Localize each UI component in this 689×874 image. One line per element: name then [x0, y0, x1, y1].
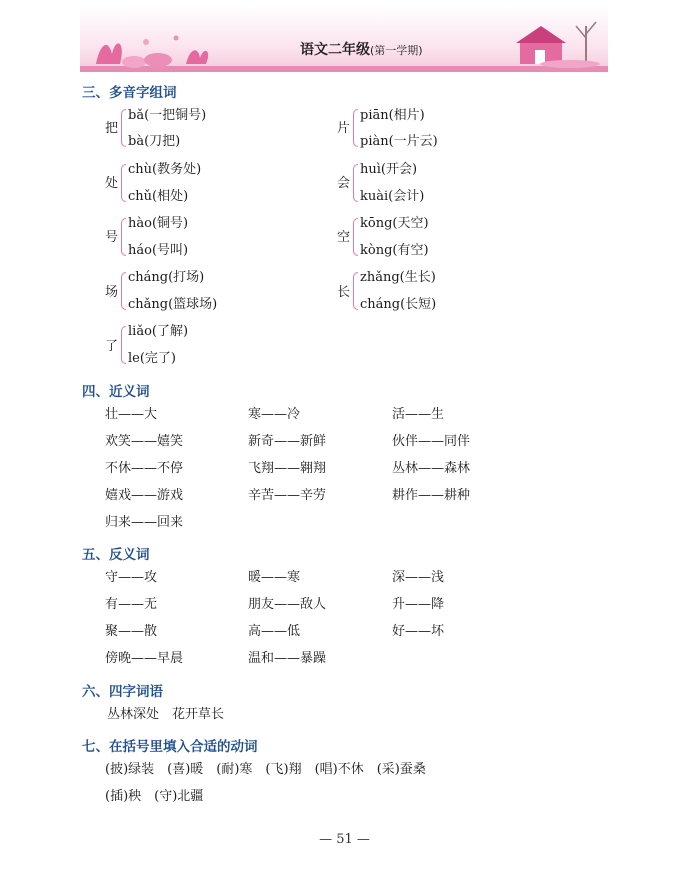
brace-icon	[353, 109, 358, 147]
header-title	[300, 39, 423, 59]
reading-2: le(完了)	[128, 351, 176, 366]
entry-char: 会	[337, 176, 351, 191]
brace-icon	[353, 272, 358, 310]
entry-char: 号	[105, 230, 119, 245]
reading-2: chǎng(篮球场)	[128, 297, 218, 312]
antonym-pair: 好——坏	[392, 624, 445, 639]
section-title-four-char: 六、四字词语	[82, 684, 163, 700]
brace-icon	[121, 326, 126, 364]
section-title-polyphonic: 三、多音字组词	[82, 85, 177, 101]
flower-decoration-icon	[86, 24, 216, 68]
synonym-pair: 丛林——森林	[392, 461, 471, 476]
reading-2: bà(刀把)	[128, 134, 181, 149]
antonym-pair: 温和——暴躁	[248, 651, 327, 666]
entry-char: 空	[337, 230, 351, 245]
brace-icon	[121, 164, 126, 202]
entry-char: 片	[337, 121, 351, 136]
reading-2: chǔ(相处)	[128, 189, 189, 204]
header-title-text: 语文二年级	[300, 42, 370, 58]
reading-1: chù(教务处)	[128, 162, 202, 177]
reading-2: kòng(有空)	[360, 243, 429, 258]
brace-icon	[353, 164, 358, 202]
synonym-pair: 归来——回来	[105, 515, 184, 530]
reading-1: kōng(天空)	[360, 216, 429, 231]
reading-2: cháng(长短)	[360, 297, 437, 312]
synonym-pair: 飞翔——翱翔	[248, 461, 327, 476]
antonym-pair: 暖——寒	[248, 570, 301, 585]
synonym-pair: 嬉戏——游戏	[105, 488, 184, 503]
brace-icon	[121, 109, 126, 147]
reading-1: piān(相片)	[360, 108, 425, 123]
brace-icon	[121, 218, 126, 256]
page-header	[80, 6, 608, 76]
reading-1: cháng(打场)	[128, 270, 205, 285]
antonym-pair: 守——攻	[105, 570, 158, 585]
entry-char: 了	[105, 339, 119, 354]
antonym-pair: 深——浅	[392, 570, 445, 585]
synonym-pair: 新奇——新鲜	[248, 434, 327, 449]
verb-line-2: (插)秧 (守)北疆	[105, 789, 204, 804]
four-char-words: 丛林深处 花开草长	[107, 707, 225, 722]
synonym-pair: 不休——不停	[105, 461, 184, 476]
entry-char: 处	[105, 176, 119, 191]
synonym-pair: 欢笑——嬉笑	[105, 434, 184, 449]
page-number: — 51 —	[319, 832, 370, 847]
antonym-pair: 有——无	[105, 597, 158, 612]
reading-1: liǎo(了解)	[128, 324, 189, 339]
reading-2: háo(号叫)	[128, 243, 189, 258]
reading-1: huì(开会)	[360, 162, 418, 177]
synonym-pair: 活——生	[392, 407, 445, 422]
antonym-pair: 聚——散	[105, 624, 158, 639]
synonym-pair: 寒——冷	[248, 407, 301, 422]
verb-line-1: (披)绿装 (喜)暖 (耐)寒 (飞)翔 (唱)不休 (采)蚕桑	[105, 762, 426, 777]
brace-icon	[353, 218, 358, 256]
header-subtitle: (第一学期)	[370, 44, 423, 57]
section-title-synonyms: 四、近义词	[82, 384, 150, 400]
synonym-pair: 壮——大	[105, 407, 158, 422]
antonym-pair: 高——低	[248, 624, 301, 639]
brace-icon	[121, 272, 126, 310]
reading-1: hào(铜号)	[128, 216, 189, 231]
synonym-pair: 辛苦——辛劳	[248, 488, 327, 503]
entry-char: 把	[105, 121, 119, 136]
antonym-pair: 傍晚——早晨	[105, 651, 184, 666]
synonym-pair: 伙伴——同伴	[392, 434, 471, 449]
reading-1: zhǎng(生长)	[360, 270, 436, 285]
section-title-antonyms: 五、反义词	[82, 547, 150, 563]
reading-2: kuài(会计)	[360, 189, 425, 204]
synonym-pair: 耕作——耕种	[392, 488, 471, 503]
antonym-pair: 朋友——敌人	[248, 597, 327, 612]
reading-1: bǎ(一把铜号)	[128, 108, 207, 123]
entry-char: 场	[105, 285, 119, 300]
entry-char: 长	[337, 285, 351, 300]
house-tree-decoration-icon	[510, 12, 608, 68]
section-title-verbs: 七、在括号里填入合适的动词	[82, 739, 258, 755]
reading-2: piàn(一片云)	[360, 134, 438, 149]
antonym-pair: 升——降	[392, 597, 445, 612]
